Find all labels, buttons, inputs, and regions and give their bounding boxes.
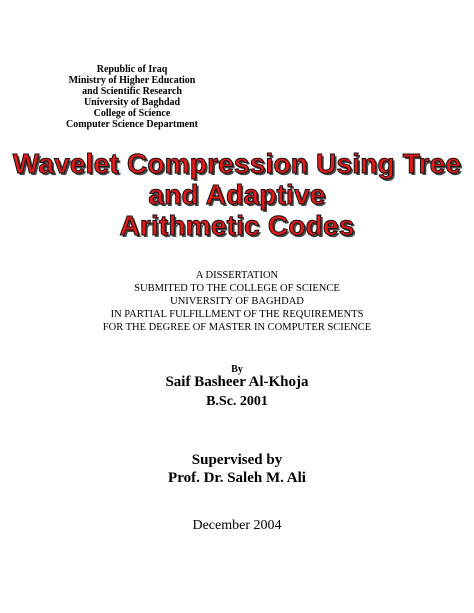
header-college: College of Science bbox=[93, 108, 171, 119]
header-ministry-cont: and Scientific Research bbox=[82, 86, 182, 97]
author-name: Saif Basheer Al-Khoja bbox=[165, 374, 309, 390]
title-line-3: Arithmetic Codes bbox=[119, 210, 355, 241]
header-country: Republic of Iraq bbox=[96, 64, 168, 75]
header-department: Computer Science Department bbox=[65, 119, 198, 130]
thesis-title bbox=[0, 148, 474, 241]
header-ministry: Ministry of Higher Education bbox=[68, 75, 196, 86]
title-line-2: and Adaptive bbox=[148, 179, 326, 210]
dissertation-statement bbox=[0, 269, 474, 334]
author-degree: B.Sc. 2001 bbox=[206, 394, 268, 409]
by-label: By bbox=[231, 364, 243, 375]
diss-line-2: SUBMITED TO THE COLLEGE OF SCIENCE bbox=[134, 283, 340, 294]
supervised-by-label: Supervised by bbox=[191, 452, 283, 468]
title-line-1: Wavelet Compression Using Tree bbox=[12, 148, 462, 179]
supervisor-name: Prof. Dr. Saleh M. Ali bbox=[168, 470, 306, 486]
submission-date: December 2004 bbox=[192, 518, 282, 533]
diss-line-4: IN PARTIAL FULFILLMENT OF THE REQUIREMENTS bbox=[110, 309, 364, 320]
header-university: University of Baghdad bbox=[83, 97, 181, 108]
diss-line-1: A DISSERTATION bbox=[195, 270, 279, 281]
diss-line-3: UNIVERSITY OF BAGHDAD bbox=[170, 296, 304, 307]
institution-header bbox=[60, 64, 204, 130]
diss-line-5: FOR THE DEGREE OF MASTER IN COMPUTER SCIENCE bbox=[102, 322, 372, 333]
